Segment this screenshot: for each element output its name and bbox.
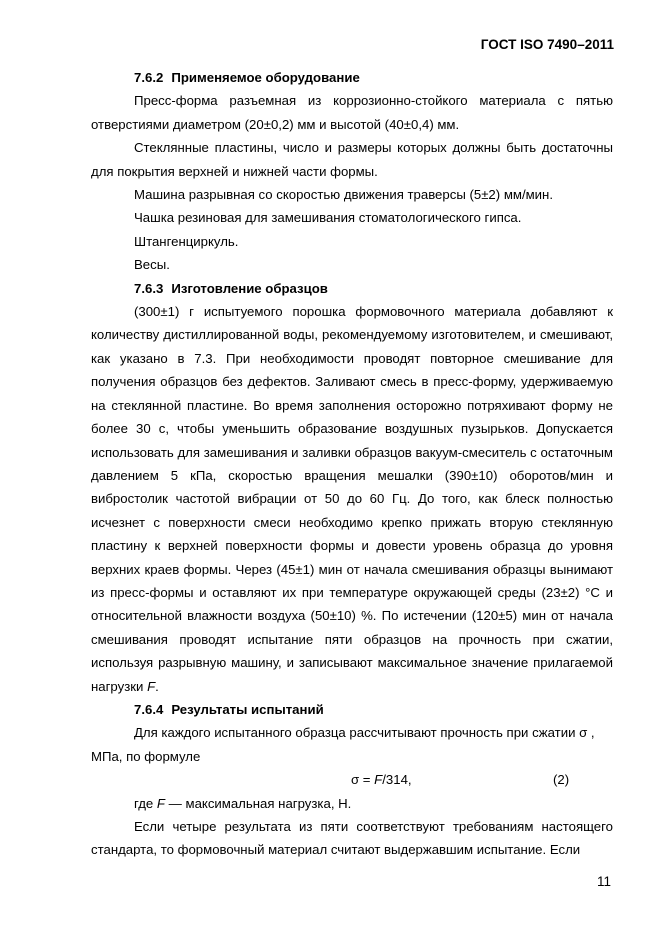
paragraph: Чашка резиновая для замешивания стоматологического гипса. (134, 210, 522, 226)
where-text: — максимальная нагрузка, Н. (164, 795, 352, 811)
section-heading-7-6-4 (91, 698, 613, 721)
page-content (91, 66, 613, 862)
formula (91, 768, 613, 791)
document-header: ГОСТ ISO 7490–2011 (480, 37, 614, 52)
punctuation: . (155, 678, 159, 694)
section-heading-7-6-2 (91, 66, 613, 89)
paragraph-continuation: МПа, по формуле (91, 748, 201, 764)
section-heading-7-6-3 (91, 277, 613, 300)
paragraph: Весы. (134, 257, 170, 273)
page-number: 11 (596, 874, 611, 889)
formula-rhs: /314, (382, 772, 412, 788)
paragraph (91, 300, 613, 698)
paragraph: Машина разрывная со скоростью движения траверсы (5±2) мм/мин. (134, 187, 553, 203)
section-title: Результаты испытаний (171, 701, 324, 717)
formula-variable: F (374, 772, 383, 788)
formula-expression (351, 768, 412, 791)
variable-f: F (156, 795, 165, 811)
paragraph-text: (300±1) г испытуемого порошка формовочного материала добавляют к количеству дистиллированной воды, рекомендуемому изготовителем, и смешивают, как указано в 7.3. При необходимости проводят повторное смешивание для получения образцов без дефектов. Заливают смесь в пресс-форму, удерживаемую на стеклянной пластине. Во время заполнения осторожно потряхивают форму не более 30 с, чтобы уменьшить образование воздушных пузырьков. Допускается использовать для замешивания и заливки образцов вакуум-смеситель с остаточным давлением 5 кПа, скоростью вращения мешалки (390±10) оборотов/мин и вибростолик частотой вибрации от 50 до 60 Гц. До того, как блеск полностью исчезнет с поверхности смеси необходимо крепко прижать вторую стеклянную пластину к верхней поверхности формы и довести уровень образца до уровня верхних краев формы. Через (45±1) мин от начала смешивания образцы вынимают из пресс-формы и оставляют их при температуре окружающей среды (23±2) °С и относительной влажности воздуха (50±10) %. По истечении (120±5) мин от начала смешивания проводят испытание пяти образцов на прочность при сжатии, используя разрывную машину, и записывают максимальное значение прилагаемой нагрузки (91, 304, 613, 694)
paragraph: Пресс-форма разъемная из коррозионно-стойкого материала с пятью отверстиями диаметром (20±0,2) мм и высотой (40±0,4) мм. (91, 93, 613, 132)
section-number: 7.6.3 (134, 280, 164, 296)
formula-explanation (91, 792, 613, 815)
paragraph: Для каждого испытанного образца рассчитывают прочность при сжатии σ , (134, 725, 595, 741)
section-number: 7.6.4 (134, 701, 164, 717)
paragraph: Если четыре результата из пяти соответствуют требованиям настоящего стандарта, то формовочный материал считают выдержавшим испытание. Если (91, 818, 613, 858)
section-title: Применяемое оборудование (171, 70, 360, 85)
formula-number: (2) (553, 772, 570, 788)
paragraph: Стеклянные пластины, число и размеры которых должны быть достаточны для покрытия верхней и нижней части формы. (91, 140, 613, 179)
formula-lhs: σ = (351, 772, 375, 788)
where-prefix: где (134, 795, 157, 811)
section-number: 7.6.2 (134, 70, 164, 85)
paragraph: Штангенциркуль. (134, 233, 239, 249)
variable-f: F (147, 678, 156, 694)
section-title: Изготовление образцов (171, 280, 328, 296)
